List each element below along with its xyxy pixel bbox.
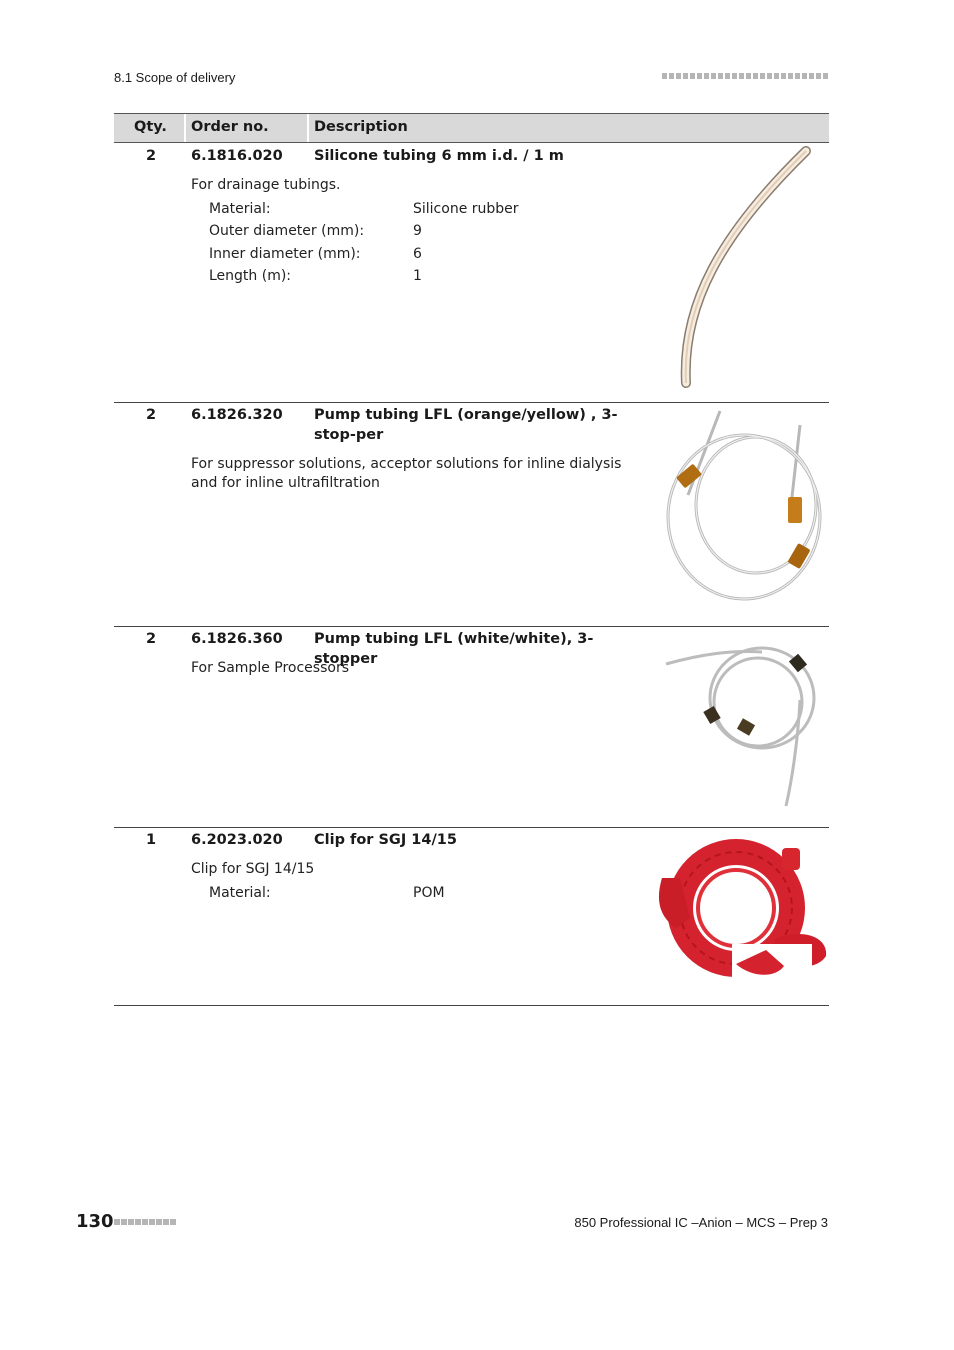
- row-qty: 2: [146, 148, 157, 164]
- row-description: For Sample Processors: [191, 660, 349, 676]
- spec-label: Length (m):: [209, 268, 292, 284]
- row-qty: 1: [146, 832, 157, 848]
- spec-value: Silicone rubber: [413, 201, 519, 217]
- row-divider: [114, 827, 829, 828]
- row-description: For suppressor solutions, acceptor solutions for inline dialysis and for inline ultrafiltration: [191, 456, 622, 491]
- running-header-section: 8.1 Scope of delivery: [114, 70, 236, 85]
- spec-value: 6: [413, 246, 422, 262]
- sgj-clip-image: [656, 838, 830, 984]
- row-order-no: 6.1826.360: [191, 631, 283, 647]
- column-separator: [184, 114, 186, 142]
- column-separator: [307, 114, 309, 142]
- footer-decoration: [114, 1219, 176, 1225]
- column-header-qty: Qty.: [134, 119, 167, 135]
- row-qty: 2: [146, 407, 157, 423]
- spec-label: Inner diameter (mm):: [209, 246, 361, 262]
- pump-tubing-orange-yellow-image: [660, 405, 828, 605]
- table-header: [114, 113, 829, 143]
- row-qty: 2: [146, 631, 157, 647]
- row-divider: [114, 1005, 829, 1006]
- spec-value: POM: [413, 885, 445, 901]
- spec-value: 1: [413, 268, 422, 284]
- spec-label: Material:: [209, 885, 271, 901]
- spec-label: Material:: [209, 201, 271, 217]
- header-decoration: [662, 73, 829, 79]
- row-order-no: 6.1816.020: [191, 148, 283, 164]
- row-title: Pump tubing LFL (white/white), 3-stopper: [314, 631, 594, 667]
- row-divider: [114, 402, 829, 403]
- column-header-order-no: Order no.: [191, 119, 269, 135]
- row-description: For drainage tubings.: [191, 177, 341, 193]
- silicone-tubing-image: [670, 145, 820, 390]
- row-order-no: 6.2023.020: [191, 832, 283, 848]
- row-divider: [114, 626, 829, 627]
- page-number: 130: [76, 1211, 114, 1232]
- spec-value: 9: [413, 223, 422, 239]
- row-description: Clip for SGJ 14/15: [191, 861, 315, 877]
- row-order-no: 6.1826.320: [191, 407, 283, 423]
- pump-tubing-white-white-image: [662, 640, 822, 810]
- column-header-description: Description: [314, 119, 408, 135]
- spec-label: Outer diameter (mm):: [209, 223, 365, 239]
- row-title: Clip for SGJ 14/15: [314, 832, 457, 848]
- row-title: Silicone tubing 6 mm i.d. / 1 m: [314, 148, 564, 164]
- row-title: Pump tubing LFL (orange/yellow) , 3-stop-per: [314, 407, 618, 443]
- footer-doc-title: 850 Professional IC –Anion – MCS – Prep 3: [574, 1215, 828, 1230]
